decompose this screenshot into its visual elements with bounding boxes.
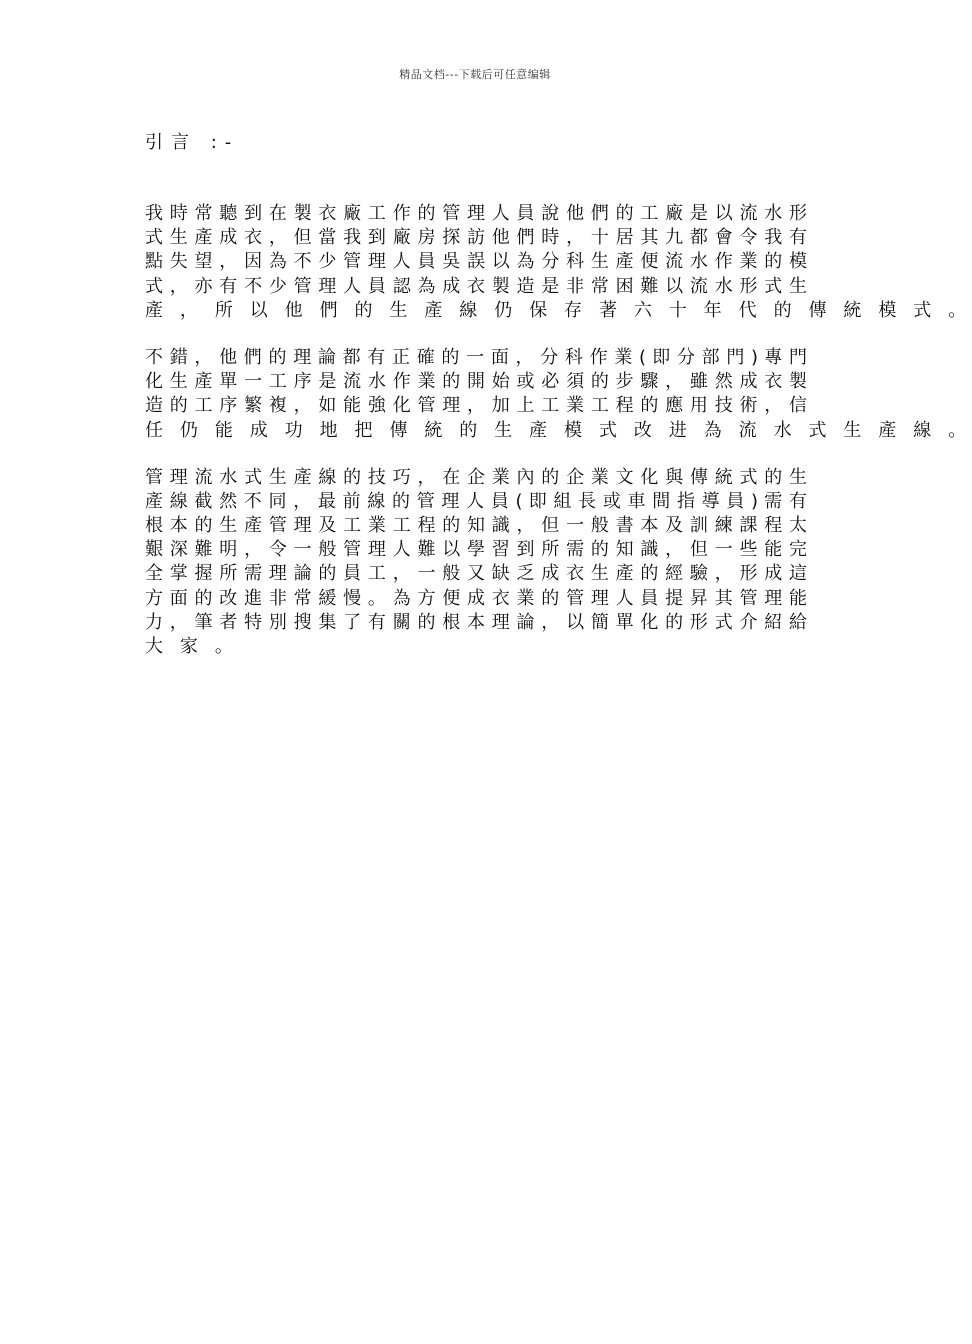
text-line: 方 面 的 改 進 非 常 緩 慢 。 為 方 便 成 衣 業 的 管 理 人 員 提 昇 其 管 理 能 [145,587,807,609]
text-line: 造 的 工 序 繁 複 ， 如 能 強 化 管 理 ， 加 上 工 業 工 程 的 應 用 技 術 ， 信 [145,395,807,417]
text-line: 式 ， 亦 有 不 少 管 理 人 員 認 為 成 衣 製 造 是 非 常 困 難 以 流 水 形 式 生 [145,275,807,297]
intro-heading: 引言 :- [145,132,240,153]
text-line: 任 仍 能 成 功 地 把 傳 統 的 生 產 模 式 改 进 為 流 水 式 生 產 線 。 [145,419,972,441]
document-body [145,202,972,682]
text-line: 產 線 截 然 不 同 ， 最 前 線 的 管 理 人 員 ( 即 組 長 或 車 間 指 導 員 ) 需 有 [145,490,807,512]
text-line: 點 失 望 ， 因 為 不 少 管 理 人 員 吳 誤 以 為 分 科 生 產 便 流 水 作 業 的 模 [145,251,807,273]
text-line: 產 ， 所 以 他 們 的 生 產 線 仍 保 存 著 六 十 年 代 的 傳 統 模 式 。 [145,299,972,321]
text-line: 艱 深 難 明 ， 令 一 般 管 理 人 難 以 學 習 到 所 需 的 知 識 ， 但 一 些 能 完 [145,539,807,561]
paragraph-2 [145,346,972,443]
text-line: 管 理 流 水 式 生 產 線 的 技 巧 ， 在 企 業 內 的 企 業 文 化 與 傳 統 式 的 生 [145,466,807,488]
text-line: 大 家 。 [145,636,239,657]
text-line: 式 生 產 成 衣 ， 但 當 我 到 廠 房 探 訪 他 們 時 ， 十 居 其 九 都 會 令 我 有 [145,227,807,249]
text-line: 根 本 的 生 產 管 理 及 工 業 工 程 的 知 識 ， 但 一 般 書 本 及 訓 練 課 程 太 [145,515,807,537]
text-line: 不 錯 ， 他 們 的 理 論 都 有 正 確 的 一 面 ， 分 科 作 業 ( 即 分 部 門 ) 專 門 [145,346,807,368]
text-line: 全 掌 握 所 需 理 論 的 員 工 ， 一 般 又 缺 乏 成 衣 生 產 的 經 驗 ， 形 成 這 [145,563,807,585]
page-header-watermark: 精品文档---下载后可任意编辑 [399,68,551,81]
text-line: 我 時 常 聽 到 在 製 衣 廠 工 作 的 管 理 人 員 說 他 們 的 工 廠 是 以 流 水 形 [145,203,807,224]
text-line: 化 生 產 單 一 工 序 是 流 水 作 業 的 開 始 或 必 須 的 步 驟 ， 雖 然 成 衣 製 [145,371,807,393]
paragraph-3 [145,466,807,660]
paragraph-1 [145,202,972,323]
text-line: 力 ， 筆 者 特 別 搜 集 了 有 關 的 根 本 理 論 ， 以 簡 單 化 的 形 式 介 紹 給 [145,611,807,633]
